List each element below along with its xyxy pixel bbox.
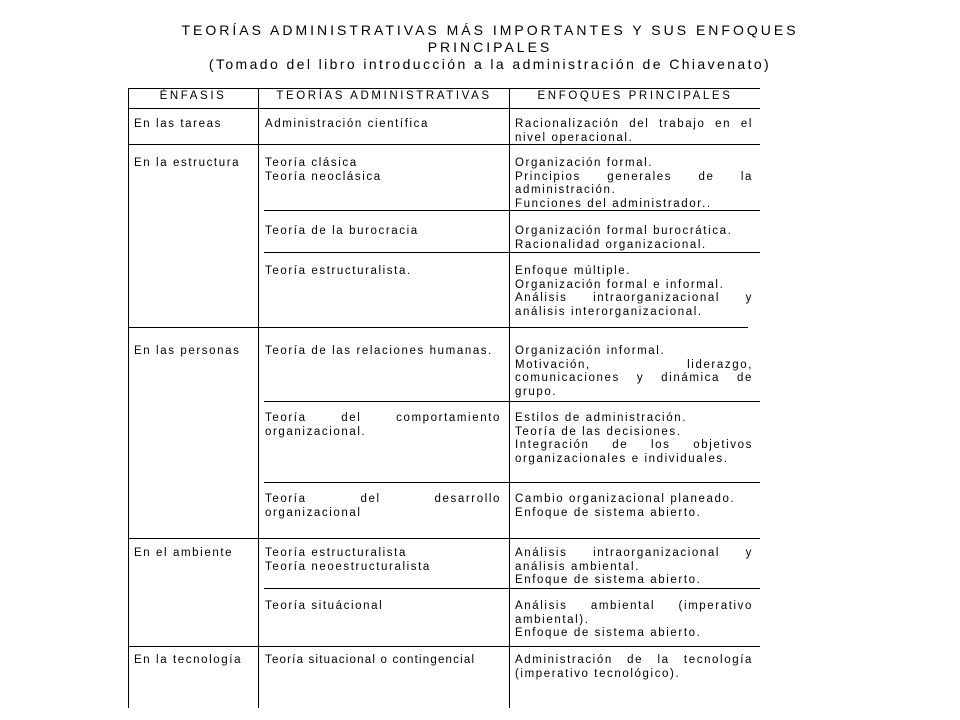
teoria-neoestructuralista: Teoría estructuralista Teoría neoestructuralista (265, 547, 431, 573)
document-title (150, 22, 830, 73)
table-left-border (128, 88, 129, 708)
row-subdivider (264, 588, 760, 589)
teoria-cientifica: Administración científica (265, 118, 429, 130)
enfoque-neoestructuralista: Análisis intraorganizacional y análisis ambiental. Enfoque de sistema abierto. (515, 547, 753, 586)
teoria-situacional: Teoría situácional (265, 600, 384, 612)
teoria-clasica: Teoría clásica Teoría neoclásica (265, 157, 382, 183)
table-top-border (128, 88, 760, 89)
enfasis-tareas: En las tareas (134, 118, 222, 130)
teoria-burocracia: Teoría de la burocracia (265, 225, 419, 237)
title-source: (Tomado del libro introducción a la administración de Chiavenato) (208, 56, 772, 72)
enfasis-personas: En las personas (134, 345, 241, 357)
row-subdivider (264, 482, 760, 483)
row-divider-personas (128, 538, 760, 539)
teoria-comportamiento: Teoría del comportamiento organizacional. (265, 412, 501, 438)
title-line-1: TEORÍAS ADMINISTRATIVAS MÁS IMPORTANTES Y SUS ENFOQUES (181, 22, 799, 38)
row-divider-estructura (128, 327, 748, 328)
teoria-estructuralista: Teoría estructuralista. (265, 265, 412, 277)
header-teorias: TEORÍAS ADMINISTRATIVAS (276, 90, 492, 102)
title-line-2: PRINCIPALES (427, 39, 553, 55)
header-enfoques: ENFOQUES PRINCIPALES (537, 90, 733, 102)
enfoque-cientifica: Racionalización del trabajo en el nivel operacional. (515, 118, 753, 144)
column-divider-2 (509, 88, 510, 708)
teoria-relaciones-humanas: Teoría de las relaciones humanas. (265, 345, 493, 357)
enfoque-desarrollo: Cambio organizacional planeado. Enfoque de sistema abierto. (515, 493, 736, 519)
enfoque-relaciones-humanas: Organización informal. Motivación, liderazgo, comunicaciones y dinámica de grupo. (515, 345, 753, 398)
enfoque-comportamiento: Estilos de administración. Teoría de las decisiones. Integración de los objetivos organizacionales e individuales. (515, 412, 753, 465)
column-divider-1 (258, 88, 259, 708)
theories-table (128, 88, 760, 708)
enfasis-estructura: En la estructura (134, 157, 241, 169)
enfasis-ambiente: En el ambiente (134, 547, 234, 559)
enfoque-clasica: Organización formal. Principios generales de la administración. Funciones del administrador.. (515, 157, 753, 210)
enfoque-situacional: Análisis ambiental (imperativo ambiental). Enfoque de sistema abierto. (515, 600, 753, 639)
row-subdivider (264, 252, 760, 253)
header-bottom-border (128, 108, 760, 109)
enfoque-estructuralista: Enfoque múltiple. Organización formal e informal. Análisis intraorganizacional y análisis interorganizacional. (515, 265, 753, 318)
enfasis-tecnologia: En la tecnología (134, 654, 243, 666)
row-divider-ambiente (128, 646, 760, 647)
teoria-desarrollo: Teoría del desarrollo organizacional (265, 493, 501, 519)
enfoque-burocracia: Organización formal burocrática. Racionalidad organizacional. (515, 225, 733, 251)
teoria-contingencial: Teoría situacional o contingencial (265, 654, 476, 666)
row-subdivider (264, 401, 760, 402)
enfoque-tecnologia: Administración de la tecnología (imperativo tecnológico). (515, 654, 753, 680)
header-enfasis: ÉNFASIS (159, 90, 227, 102)
